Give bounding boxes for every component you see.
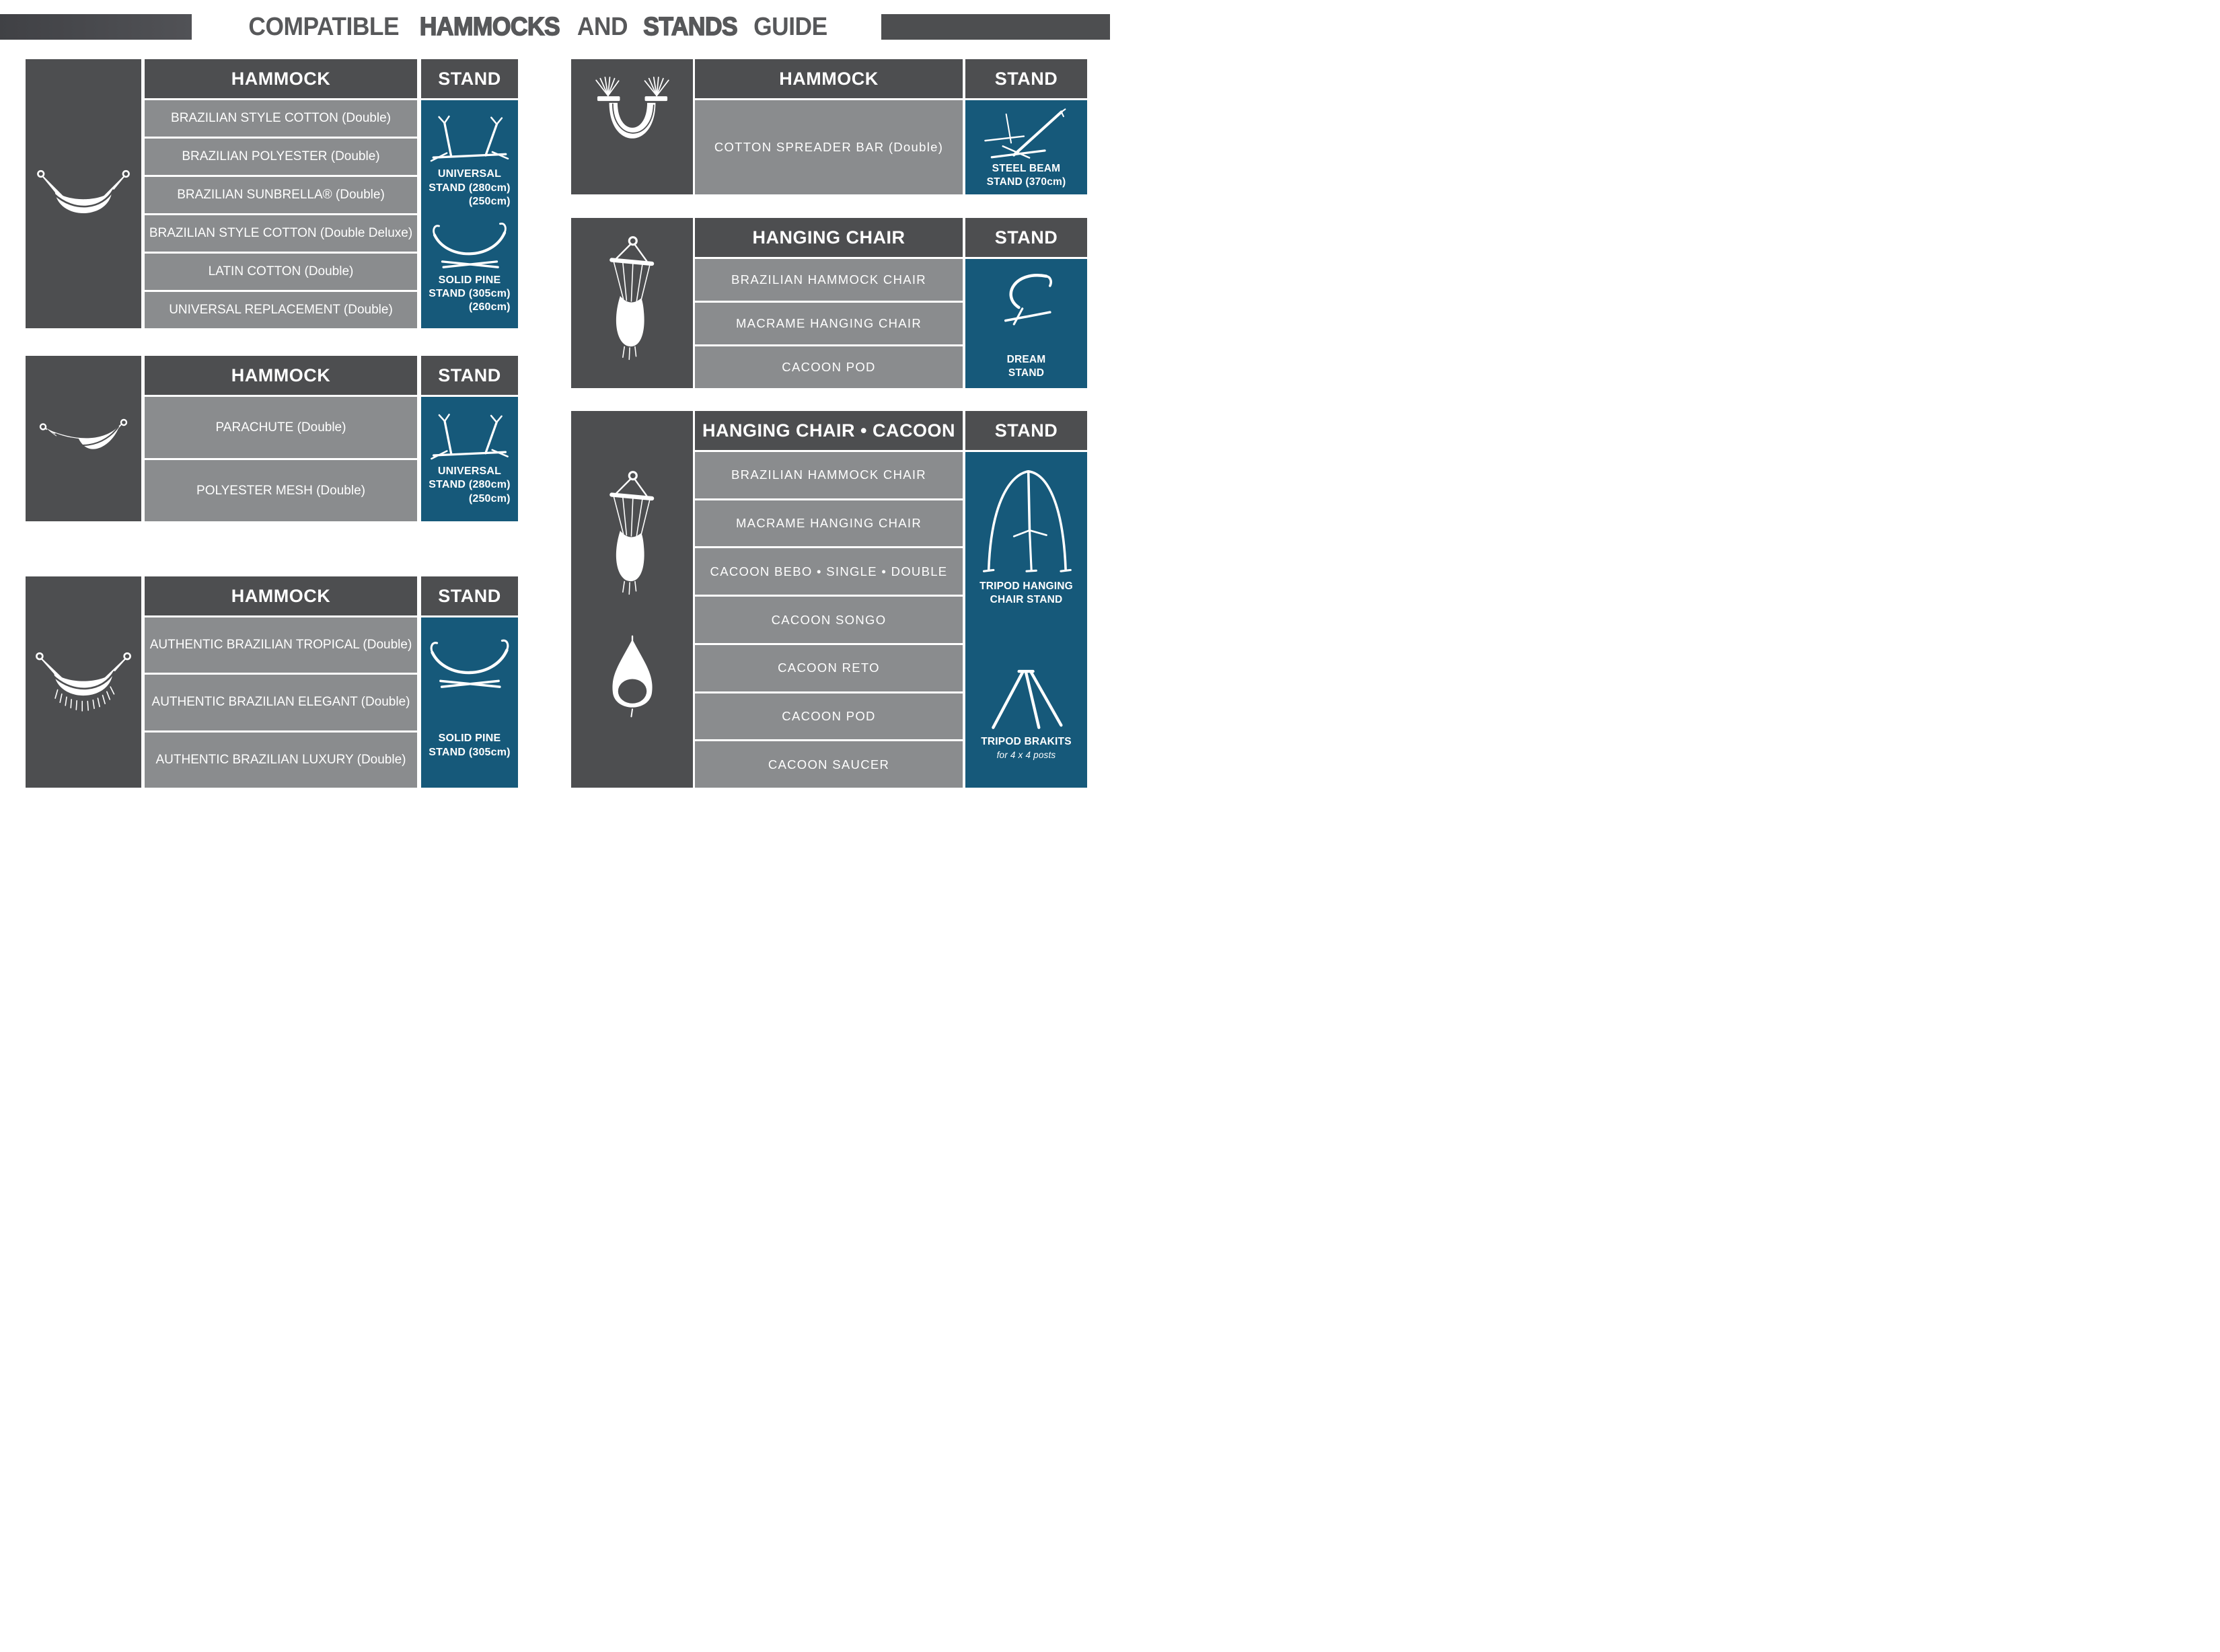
right-table-hanging-chair (571, 218, 1087, 388)
table-row: AUTHENTIC BRAZILIAN TROPICAL (Double) (145, 617, 417, 673)
stand-label: UNIVERSAL STAND (280cm) (250cm) (429, 168, 511, 207)
hammock-fringe-icon (32, 643, 135, 721)
stand-label: TRIPOD BRAKITS for 4 x 4 posts (981, 735, 1072, 760)
stand-option (428, 412, 511, 506)
hammock-image-box (571, 59, 693, 194)
table-row: CACOON POD (695, 693, 963, 740)
stand-label: SOLID PINE STAND (305cm) (260cm) (429, 274, 511, 313)
stand-option (977, 667, 1076, 761)
universal-stand-icon (428, 114, 511, 167)
stand-column-header (965, 411, 1087, 450)
hammock-image-box (26, 356, 141, 521)
stand-label: UNIVERSAL STAND (280cm) (250cm) (429, 465, 511, 504)
stand-cell (965, 452, 1087, 788)
title-word: GUIDE (753, 12, 828, 41)
hammock-column-header (145, 356, 417, 395)
title-word: HAMMOCKS (420, 12, 560, 41)
table-row: MACRAME HANGING CHAIR (695, 303, 963, 344)
stand-column-header (965, 218, 1087, 257)
solid-pine-stand-icon (428, 220, 511, 274)
table-row: CACOON SONGO (695, 597, 963, 643)
hammock-rows (145, 100, 417, 328)
hammock-rows (145, 397, 417, 521)
hammock-image-box (26, 59, 141, 328)
table-row: COTTON SPREADER BAR (Double) (695, 100, 963, 194)
table-row: POLYESTER MESH (Double) (145, 460, 417, 521)
hammock-header-label: HAMMOCK (231, 365, 331, 385)
stand-column-header (421, 356, 518, 395)
table-row: AUTHENTIC BRAZILIAN LUXURY (Double) (145, 733, 417, 788)
universal-stand-icon (428, 412, 511, 465)
hanging-chair-cacoon-column-header (695, 411, 963, 450)
hammock-spreader-icon (582, 73, 683, 181)
stand-option (428, 114, 511, 209)
stand-cell (421, 617, 518, 788)
tripod-brakits-icon (977, 667, 1076, 731)
stand-header-label: STAND (438, 68, 501, 89)
title-word: COMPATIBLE (248, 12, 399, 41)
hanging-chair-header-label: HANGING CHAIR (752, 227, 905, 248)
title-right-bar (881, 14, 1110, 40)
hammock-rows (695, 100, 963, 194)
stand-header-label: STAND (438, 585, 501, 606)
stand-header-label: STAND (994, 68, 1058, 89)
stand-note: for 4 x 4 posts (996, 749, 1056, 760)
right-table-spreader-bar (571, 59, 1087, 194)
stand-label: STEEL BEAM STAND (370cm) (986, 163, 1066, 188)
stand-option (428, 220, 511, 315)
table-row: CACOON POD (695, 346, 963, 388)
hanging-chair-icon (593, 228, 672, 379)
hammock-header-label: HAMMOCK (231, 585, 331, 606)
stand-cell (421, 397, 518, 521)
stand-label: SOLID PINE STAND (305cm) (429, 733, 511, 758)
hanging-chair-icon (593, 461, 672, 615)
table-row: BRAZILIAN HAMMOCK CHAIR (695, 259, 963, 301)
stand-cell (965, 259, 1087, 388)
table-row: CACOON RETO (695, 645, 963, 691)
table-row: BRAZILIAN HAMMOCK CHAIR (695, 452, 963, 498)
stand-cell (421, 100, 518, 328)
left-table-parachute-hammocks (26, 356, 518, 521)
stand-label: DREAM STAND (1006, 354, 1046, 379)
stand-column-header (421, 59, 518, 98)
stand-header-label: STAND (438, 365, 501, 385)
table-row: BRAZILIAN POLYESTER (Double) (145, 139, 417, 175)
table-row: PARACHUTE (Double) (145, 397, 417, 458)
table-row: BRAZILIAN SUNBRELLA® (Double) (145, 177, 417, 213)
hanging-chair-rows (695, 259, 963, 388)
steel-beam-stand-icon (976, 104, 1077, 159)
stand-column-header (421, 576, 518, 615)
hammock-column-header (695, 59, 963, 98)
hammock-header-label: HAMMOCK (231, 68, 331, 89)
title-word: AND (577, 12, 628, 41)
stand-cell (965, 100, 1087, 194)
hammock-column-header (145, 576, 417, 615)
stand-column-header (965, 59, 1087, 98)
table-row: AUTHENTIC BRAZILIAN ELEGANT (Double) (145, 675, 417, 730)
stand-header-label: STAND (994, 420, 1058, 441)
table-row: BRAZILIAN STYLE COTTON (Double Deluxe) (145, 215, 417, 252)
hanging-chair-cacoon-image-box (571, 411, 693, 788)
stand-label: TRIPOD HANGING CHAIR STAND (979, 580, 1073, 605)
table-row: CACOON BEBO • SINGLE • DOUBLE (695, 548, 963, 595)
hammock-parachute-icon (32, 406, 135, 471)
compatibility-guide-page (0, 0, 1110, 826)
cacoon-icon (593, 633, 672, 738)
hanging-chair-cacoon-rows (695, 452, 963, 788)
hanging-chair-column-header (695, 218, 963, 257)
left-table-brazilian-hammocks (26, 59, 518, 328)
hammock-classic-icon (32, 159, 135, 229)
stand-option (975, 463, 1078, 607)
table-row: LATIN COTTON (Double) (145, 254, 417, 290)
hanging-chair-image-box (571, 218, 693, 388)
dream-stand-icon (988, 266, 1066, 338)
right-table-hanging-chair-cacoon (571, 411, 1087, 788)
hanging-chair-cacoon-header-label: HANGING CHAIR • CACOON (702, 420, 955, 441)
hammock-column-header (145, 59, 417, 98)
table-row: UNIVERSAL REPLACEMENT (Double) (145, 292, 417, 328)
hammock-header-label: HAMMOCK (779, 68, 879, 89)
table-row: MACRAME HANGING CHAIR (695, 500, 963, 547)
hammock-image-box (26, 576, 141, 788)
tripod-hanging-chair-stand-icon (975, 463, 1078, 574)
title-left-bar (0, 14, 192, 40)
table-row: BRAZILIAN STYLE COTTON (Double) (145, 100, 417, 137)
stand-header-label: STAND (994, 227, 1058, 248)
title-word: STANDS (643, 12, 738, 41)
page-title (192, 9, 881, 45)
table-row: CACOON SAUCER (695, 741, 963, 788)
solid-pine-stand-icon (425, 636, 514, 694)
hammock-rows (145, 617, 417, 788)
left-table-authentic-brazilian (26, 576, 518, 788)
